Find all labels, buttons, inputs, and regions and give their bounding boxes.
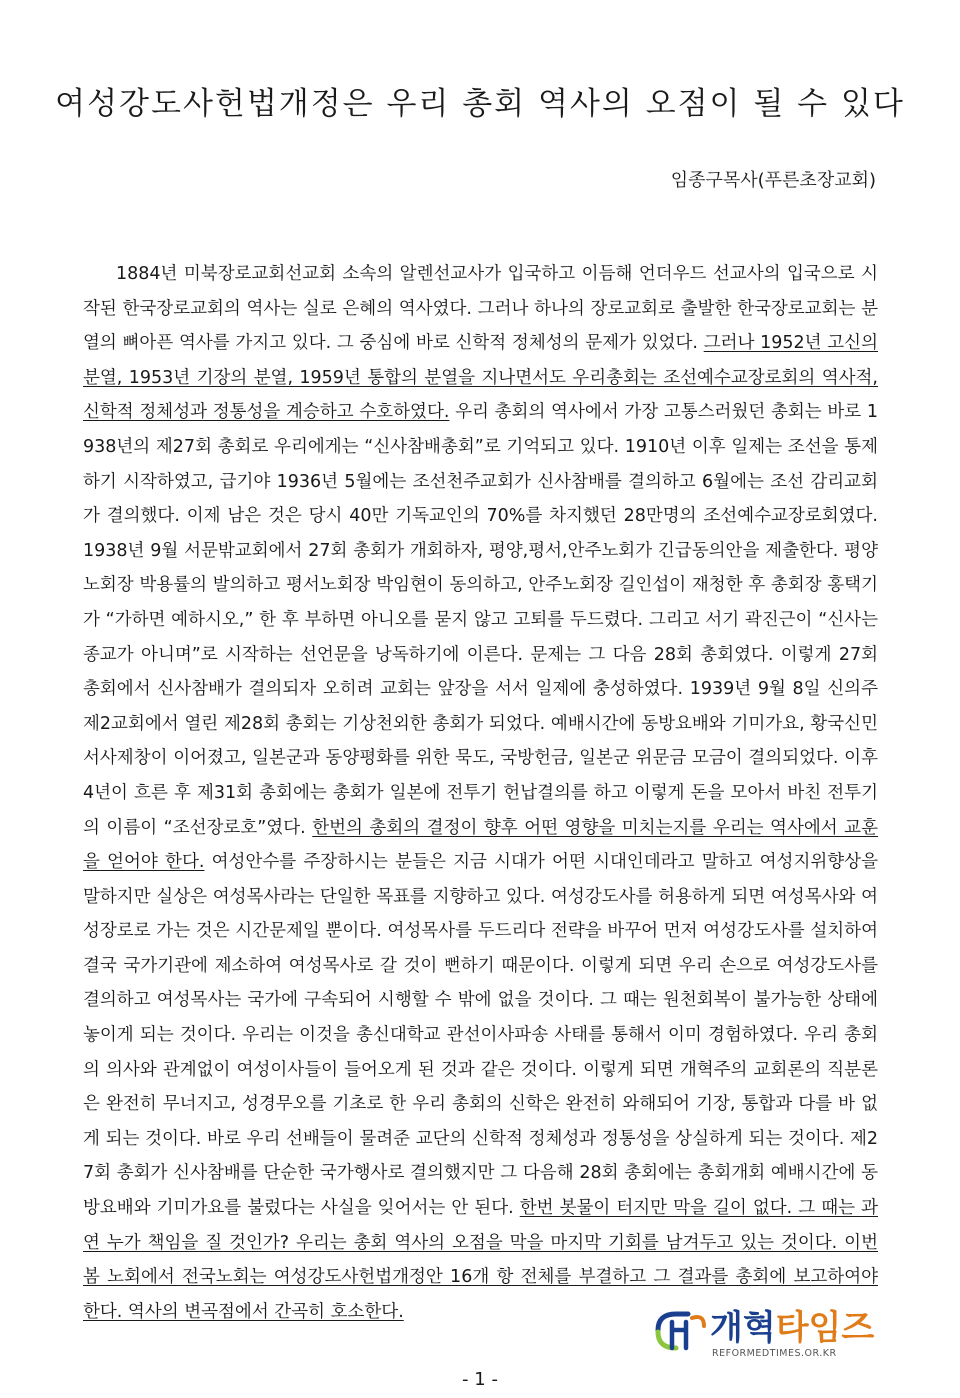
body-text-segment: 1884년 미북장로교회선교회 소속의 알렌선교사가 입국하고 이듬해 언더우드 선교사의 입국으로 시작된 한국장로교회의 역사는 실로 은혜의 역사였다. 그러나 하나의 장로교회로 출발한 한국장로교회는 분열의 뼈아픈 역사를 가지고 있다. 그 중심에 바로 신학적 정체성의 문제가 있었다.	[83, 264, 878, 354]
underlined-text-segment: 한번 봇물이 터지만 막을 길이 없다. 그 때는 과연 누가 책임을 질 것인가? 우리는 총회 역사의 오점을 막을 마지막 기회를 남겨두고 있는 것이다. 이번 봄 노회에서 전국노회는 여성강도사헌법개정안 16개 항 전체를 부결하고 그 결과를 총회에 보고하여야 한다. 역사의 변곡점에서 간곡히 호소한다.	[83, 1198, 878, 1322]
underlined-text-segment: 한번의 총회의 결정이 향후 어떤 영향을 미치는지를 우리는 역사에서 교훈을 얻어야 한다.	[83, 817, 878, 873]
body-text-segment: 우리 총회의 역사에서 가장 고통스러웠던 총회는 바로 1938년의 제27회 총회로 우리에게는 “신사참배총회”로 기억되고 있다. 1910년 이후 일제는 조선을 통제하기 시작하였고, 급기야 1936년 5월에는 조선천주교회가 신사참배를 결의하고 6월에는 조선 감리교회가 결의했다. 이제 남은 것은 당시 40만 기독교인의 70%를 차지했던 28만명의 조선예수교장로회였다. 1938년 9월 서문밖교회에서 27회 총회가 개회하자, 평양,평서,안주노회가 긴급동의안을 제출한다. 평양노회장 박용률의 발의하고 평서노회장 박임현이 동의하고, 안주노회장 길인섭이 재청한 후 총회장 홍택기가 “가하면 예하시오,” 한 후 부하면 아니오를 묻지 않고 고퇴를 두드렸다. 그리고 서기 곽진근이 “신사는 종교가 아니며”로 시작하는 선언문을 낭독하기에 이른다. 문제는 그 다음 28회 총회였다. 이렇게 27회 총회에서 신사참배가 결의되자 오히려 교회는 앞장을 서서 일제에 충성하였다. 1939년 9월 8일 신의주 제2교회에서 열린 제28회 총회는 기상천외한 총회가 되었다. 예배시간에 동방요배와 기미가요, 황국신민서사제창이 이어졌고, 일본군과 동양평화를 위한 묵도, 국방헌금, 일본군 위문금 모금이 결의되었다. 이후 4년이 흐른 후 제31회 총회에는 총회가 일본에 전투기 헌납결의를 하고 이렇게 돈을 모아서 바친 전투기의 이름이 “조선장로호”였다.	[83, 402, 879, 838]
underlined-text-segment: 그러나 1952년 고신의 분열, 1953년 기장의 분열, 1959년 통합의 분열을 지나면서도 우리총회는 조선예수교장로회의 역사적, 신학적 정체성과 정통성을 계승하고 수호하였다.	[83, 333, 878, 423]
reformed-times-logo-mark-icon	[652, 1308, 710, 1354]
page-number: - 1 -	[462, 1369, 498, 1390]
logo-wordmark	[710, 1306, 874, 1350]
reformed-times-logo	[652, 1306, 882, 1364]
logo-text-part2: 타임즈	[775, 1308, 875, 1348]
author-byline: 임종구목사(푸른초장교회)	[670, 170, 876, 191]
body-text-segment: 여성안수를 주장하시는 분들은 지금 시대가 어떤 시대인데라고 말하고 여성지위향상을 말하지만 실상은 여성목사라는 단일한 목표를 지향하고 있다. 여성강도사를 허용하게 되면 여성목사와 여성장로로 가는 것은 시간문제일 뿐이다. 여성목사를 두드리다 전략을 바꾸어 먼저 여성강도사를 설치하여 결국 국가기관에 제소하여 여성목사로 갈 것이 뻔하기 때문이다. 이렇게 되면 우리 손으로 여성강도사를 결의하고 여성목사는 국가에 구속되어 시행할 수 밖에 없을 것이다. 그 때는 원천회복이 불가능한 상태에 놓이게 되는 것이다. 우리는 이것을 총신대학교 관선이사파송 사태를 통해서 이미 경험하였다. 우리 총회의 의사와 관계없이 여성이사들이 들어오게 된 것과 같은 것이다. 이렇게 되면 개혁주의 교회론의 직분론은 완전히 무너지고, 성경무오를 기초로 한 우리 총회의 신학은 완전히 와해되어 기장, 통합과 다를 바 없게 되는 것이다. 바로 우리 선배들이 물려준 교단의 신학적 정체성과 정통성을 상실하게 되는 것이다. 제27회 총회가 신사참배를 단순한 국가행사로 결의했지만 그 다음해 28회 총회에는 총회개회 예배시간에 동방요배와 기미가요를 불렀다는 사실을 잊어서는 안 된다.	[83, 852, 878, 1219]
body-paragraph	[83, 257, 878, 1329]
logo-text-part1: 개혁	[710, 1308, 776, 1348]
page-title: 여성강도사헌법개정은 우리 총회 역사의 오점이 될 수 있다	[55, 86, 905, 122]
logo-url: REFORMEDTIMES.OR.KR	[712, 1348, 837, 1359]
